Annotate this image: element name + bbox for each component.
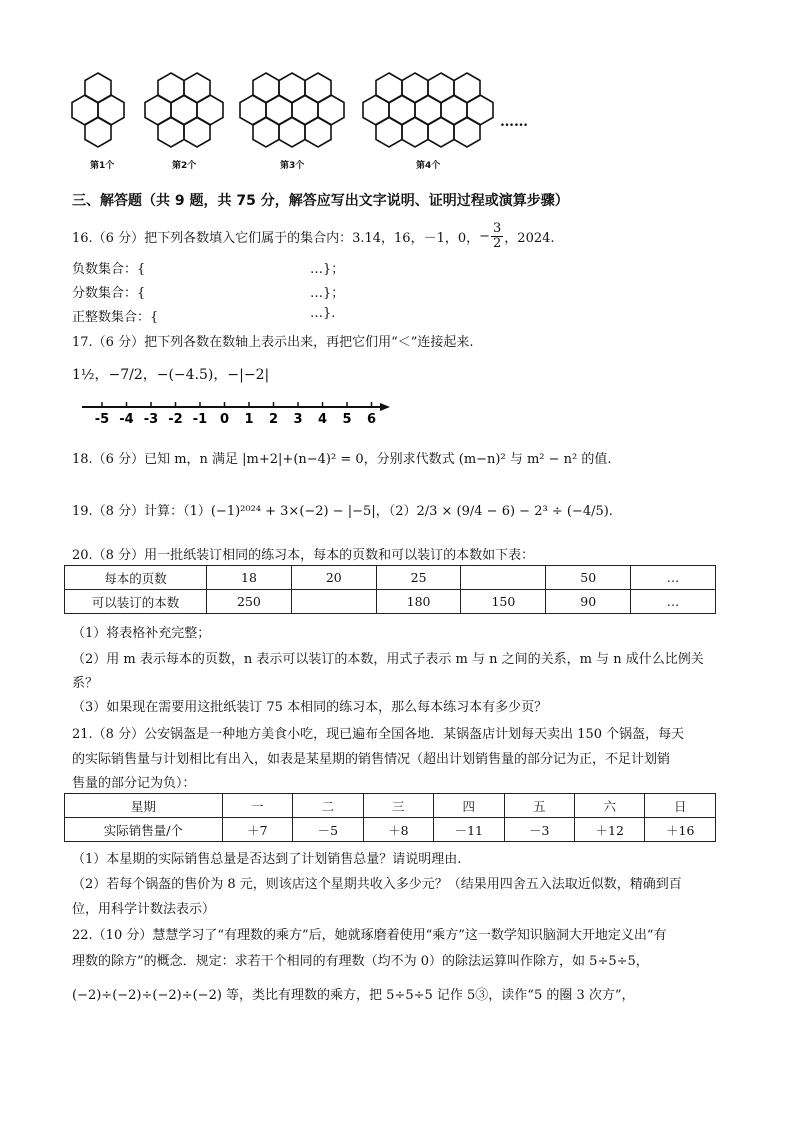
q20-sub2a: （2）用 m 表示每本的页数，n 表示可以装订的本数，用式子表示 m 与 n 之间的关系，m 与 n 成什么比例关 xyxy=(72,652,704,667)
table-cell xyxy=(461,566,546,590)
table-cell: 可以装订的本数 xyxy=(65,590,207,614)
q16-fraction: $\frac{3}{2}$ xyxy=(493,220,502,251)
q21-sub1: （1）本星期的实际销售总量是否达到了计划销售总量？请说明理由. xyxy=(72,852,462,867)
q16-set-fraction: 分数集合：{ xyxy=(72,286,146,301)
q21-line1: 21.（8 分）公安锅盔是一种地方美食小吃，现已遍布全国各地．某锅盔店计划每天卖出 150 个锅盔，每天 xyxy=(72,727,685,742)
number-line-tick-label: -5 xyxy=(94,412,110,427)
q16-tail: ，2024. xyxy=(504,230,555,246)
table-cell: … xyxy=(631,590,716,614)
q22-line1: 22.（10 分）慧慧学习了“有理数的乘方”后，她就琢磨着使用“乘方”这一数学知识脑洞大开地定义出“有 xyxy=(72,928,667,943)
number-line-tick-label: 6 xyxy=(366,412,377,427)
q21-sub2a: （2）若每个锅盔的售价为 8 元，则该店这个星期共收入多少元？（结果用四舍五入法取近似数，精确到百 xyxy=(72,877,682,892)
q21-table xyxy=(64,793,716,842)
table-cell: ＋8 xyxy=(363,818,433,842)
question-18: 18.（6 分）已知 m，n 满足 |m+2|+(n−4)² = 0，分别求代数式 (m−n)² 与 m² − n² 的值. xyxy=(72,452,612,467)
figure-4 xyxy=(363,73,493,147)
table-cell: －5 xyxy=(293,818,363,842)
table-cell: 90 xyxy=(546,590,631,614)
table-cell: 三 xyxy=(363,794,433,818)
table-cell: 250 xyxy=(207,590,292,614)
q21-line3: 售量的部分记为负）： xyxy=(72,776,196,791)
figure-label-3: 第3个 xyxy=(280,161,305,171)
q22-line3: (−2)÷(−2)÷(−2)÷(−2) 等，类比有理数的乘方，把 5÷5÷5 记作 5③，读作“5 的圈 3 次方”， xyxy=(72,988,635,1003)
hexagon-pattern-figures xyxy=(60,60,560,155)
table-cell: 五 xyxy=(504,794,574,818)
table-cell: ＋7 xyxy=(222,818,292,842)
figure-label-4: 第4个 xyxy=(416,161,441,171)
table-cell: 150 xyxy=(461,590,546,614)
figure-ellipsis: …… xyxy=(500,114,528,130)
number-line xyxy=(78,398,398,428)
table-row xyxy=(65,566,716,590)
number-line-tick-label: -1 xyxy=(192,412,208,427)
table-cell: 四 xyxy=(434,794,504,818)
q16-set-negative-end: …}； xyxy=(310,262,345,277)
number-line-tick-label: 2 xyxy=(268,412,279,427)
q17-numbers: 1½，−7/2，−(−4.5)，−|−2| xyxy=(72,367,270,383)
table-cell: 20 xyxy=(291,566,376,590)
figure-label-2: 第2个 xyxy=(172,161,197,171)
table-cell: 一 xyxy=(222,794,292,818)
table-cell: 六 xyxy=(574,794,644,818)
number-line-tick-label: 0 xyxy=(219,412,230,427)
q16-set-fraction-end: …}； xyxy=(310,286,345,301)
number-line-tick-label: -2 xyxy=(168,412,183,427)
table-cell: 每本的页数 xyxy=(65,566,207,590)
table-cell: ＋16 xyxy=(645,818,716,842)
table-cell: －11 xyxy=(434,818,504,842)
figure-3 xyxy=(240,73,344,147)
q20-sub1: （1）将表格补充完整； xyxy=(72,626,211,641)
number-line-tick-label: 5 xyxy=(342,412,352,427)
figure-1 xyxy=(72,73,124,147)
table-row xyxy=(65,590,716,614)
table-cell: 二 xyxy=(293,794,363,818)
table-cell: 50 xyxy=(546,566,631,590)
q16-minus: − xyxy=(479,228,491,244)
table-row xyxy=(65,818,716,842)
table-cell: 180 xyxy=(376,590,461,614)
question-16 xyxy=(72,218,555,254)
section-title: 三、解答题（共 9 题，共 75 分，解答应写出文字说明、证明过程或演算步骤） xyxy=(72,193,569,209)
number-line-tick-label: 1 xyxy=(244,412,254,427)
table-cell: －3 xyxy=(504,818,574,842)
table-cell xyxy=(291,590,376,614)
figure-label-1: 第1个 xyxy=(90,161,115,171)
table-cell: … xyxy=(631,566,716,590)
table-row xyxy=(65,794,716,818)
q21-line2: 的实际销售量与计划相比有出入，如表是某星期的销售情况（超出计划销售量的部分记为正，不足计划销 xyxy=(72,752,671,767)
number-line-tick-label: -3 xyxy=(143,412,159,427)
question-19: 19.（8 分）计算：（1）(−1)²⁰²⁴ + 3×(−2) − |−5|，（2）2/3 × (9/4 − 6) − 2³ ÷ (−4/5). xyxy=(72,504,613,519)
table-cell: 18 xyxy=(207,566,292,590)
q22-line2: 理数的除方”的概念．规定：求若干个相同的有理数（均不为 0）的除法运算叫作除方，如 5÷5÷5， xyxy=(72,954,649,969)
number-line-tick-label: -4 xyxy=(119,412,134,427)
number-line-tick-label: 4 xyxy=(317,412,328,427)
number-line-tick-label: 3 xyxy=(293,412,303,427)
q20-table xyxy=(64,565,716,614)
q16-set-negative: 负数集合：{ xyxy=(72,262,146,277)
q16-set-posint: 正整数集合：{ xyxy=(72,310,159,325)
question-17: 17.（6 分）把下列各数在数轴上表示出来，再把它们用“＜”连接起来. xyxy=(72,335,474,350)
q21-sub2b: 位，用科学计数法表示） xyxy=(72,902,216,917)
q20-sub2b: 系？ xyxy=(72,676,99,691)
figure-2 xyxy=(145,73,223,147)
table-cell: 25 xyxy=(376,566,461,590)
q16-text: 16.（6 分）把下列各数填入它们属于的集合内：3.14，16，－1，0， xyxy=(72,230,480,246)
table-cell: 实际销售量/个 xyxy=(65,818,223,842)
table-cell: ＋12 xyxy=(574,818,644,842)
table-cell: 星期 xyxy=(65,794,223,818)
q20-sub3: （3）如果现在需要用这批纸装订 75 本相同的练习本，那么每本练习本有多少页？ xyxy=(72,700,548,715)
q16-set-posint-end: …}. xyxy=(310,306,336,321)
question-20: 20.（8 分）用一批纸装订相同的练习本，每本的页数和可以装订的本数如下表： xyxy=(72,548,535,563)
table-cell: 日 xyxy=(645,794,716,818)
